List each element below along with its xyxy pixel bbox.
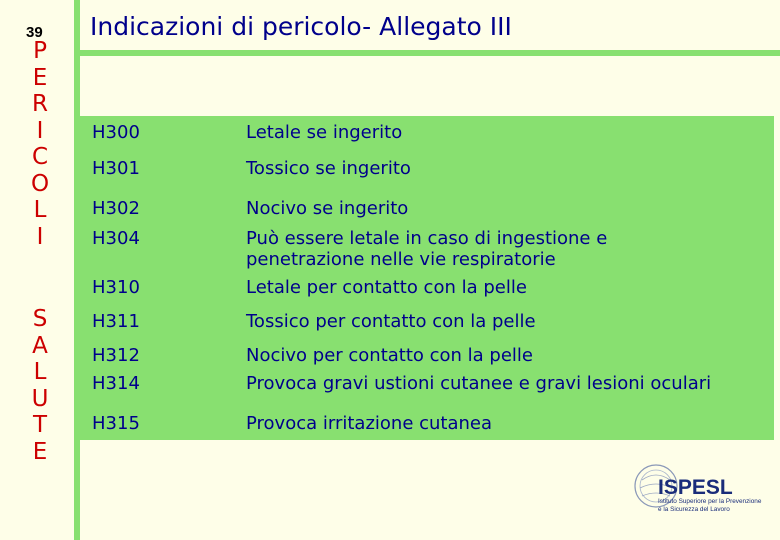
hazard-code: H312 — [92, 345, 140, 366]
vertical-letter: E — [32, 438, 48, 465]
vertical-letter: L — [33, 197, 47, 223]
hazard-description: Tossico se ingerito — [246, 158, 411, 179]
hazard-code: H315 — [92, 413, 140, 434]
hazard-description: Tossico per contatto con la pelle — [246, 311, 536, 332]
hazard-code: H300 — [92, 122, 140, 143]
vertical-word-salute — [30, 306, 50, 465]
vertical-letter: L — [33, 359, 47, 385]
hazard-code: H302 — [92, 198, 140, 219]
vertical-letter: P — [33, 38, 47, 64]
vertical-letter: A — [32, 332, 48, 359]
hazard-description: Provoca gravi ustioni cutanee e gravi lesioni oculari — [246, 373, 712, 394]
hazard-description: Nocivo se ingerito — [246, 198, 409, 219]
vertical-letter: S — [32, 306, 48, 332]
logo-graphic — [634, 456, 774, 522]
vertical-word-pericoli — [30, 38, 50, 250]
hazard-description: Letale per contatto con la pelle — [246, 277, 527, 298]
vertical-letter: U — [31, 385, 49, 412]
left-sidebar — [0, 0, 74, 540]
vertical-letter: R — [32, 91, 48, 117]
hazard-code: H311 — [92, 311, 140, 332]
vertical-letter: I — [36, 223, 44, 250]
vertical-letter: I — [36, 117, 44, 144]
hazard-description-line-2: penetrazione nelle vie respiratorie — [246, 249, 556, 270]
logo-subtitle-line-1: Istituto Superiore per la Prevenzione — [658, 498, 762, 505]
hazard-code: H301 — [92, 158, 140, 179]
hazard-description: Nocivo per contatto con la pelle — [246, 345, 534, 366]
slide-number: 39 — [26, 24, 43, 41]
hazard-code: H310 — [92, 277, 140, 298]
hazard-code: H314 — [92, 373, 140, 394]
vertical-letter: C — [31, 144, 49, 170]
hazard-description: Letale se ingerito — [246, 122, 403, 143]
ispesl-logo — [634, 456, 774, 522]
hazard-description: Provoca irritazione cutanea — [246, 413, 493, 434]
vertical-letter: O — [30, 170, 50, 197]
slide-title: Indicazioni di pericolo- Allegato III — [90, 12, 512, 41]
logo-wordmark: ISPESL — [658, 476, 733, 499]
hazard-code: H304 — [92, 228, 140, 249]
hazard-description-line-1: Può essere letale in caso di ingestione e — [246, 228, 608, 249]
logo-subtitle-line-2: e la Sicurezza del Lavoro — [658, 506, 730, 513]
vertical-letter: E — [32, 64, 48, 91]
vertical-letter: T — [32, 412, 48, 438]
